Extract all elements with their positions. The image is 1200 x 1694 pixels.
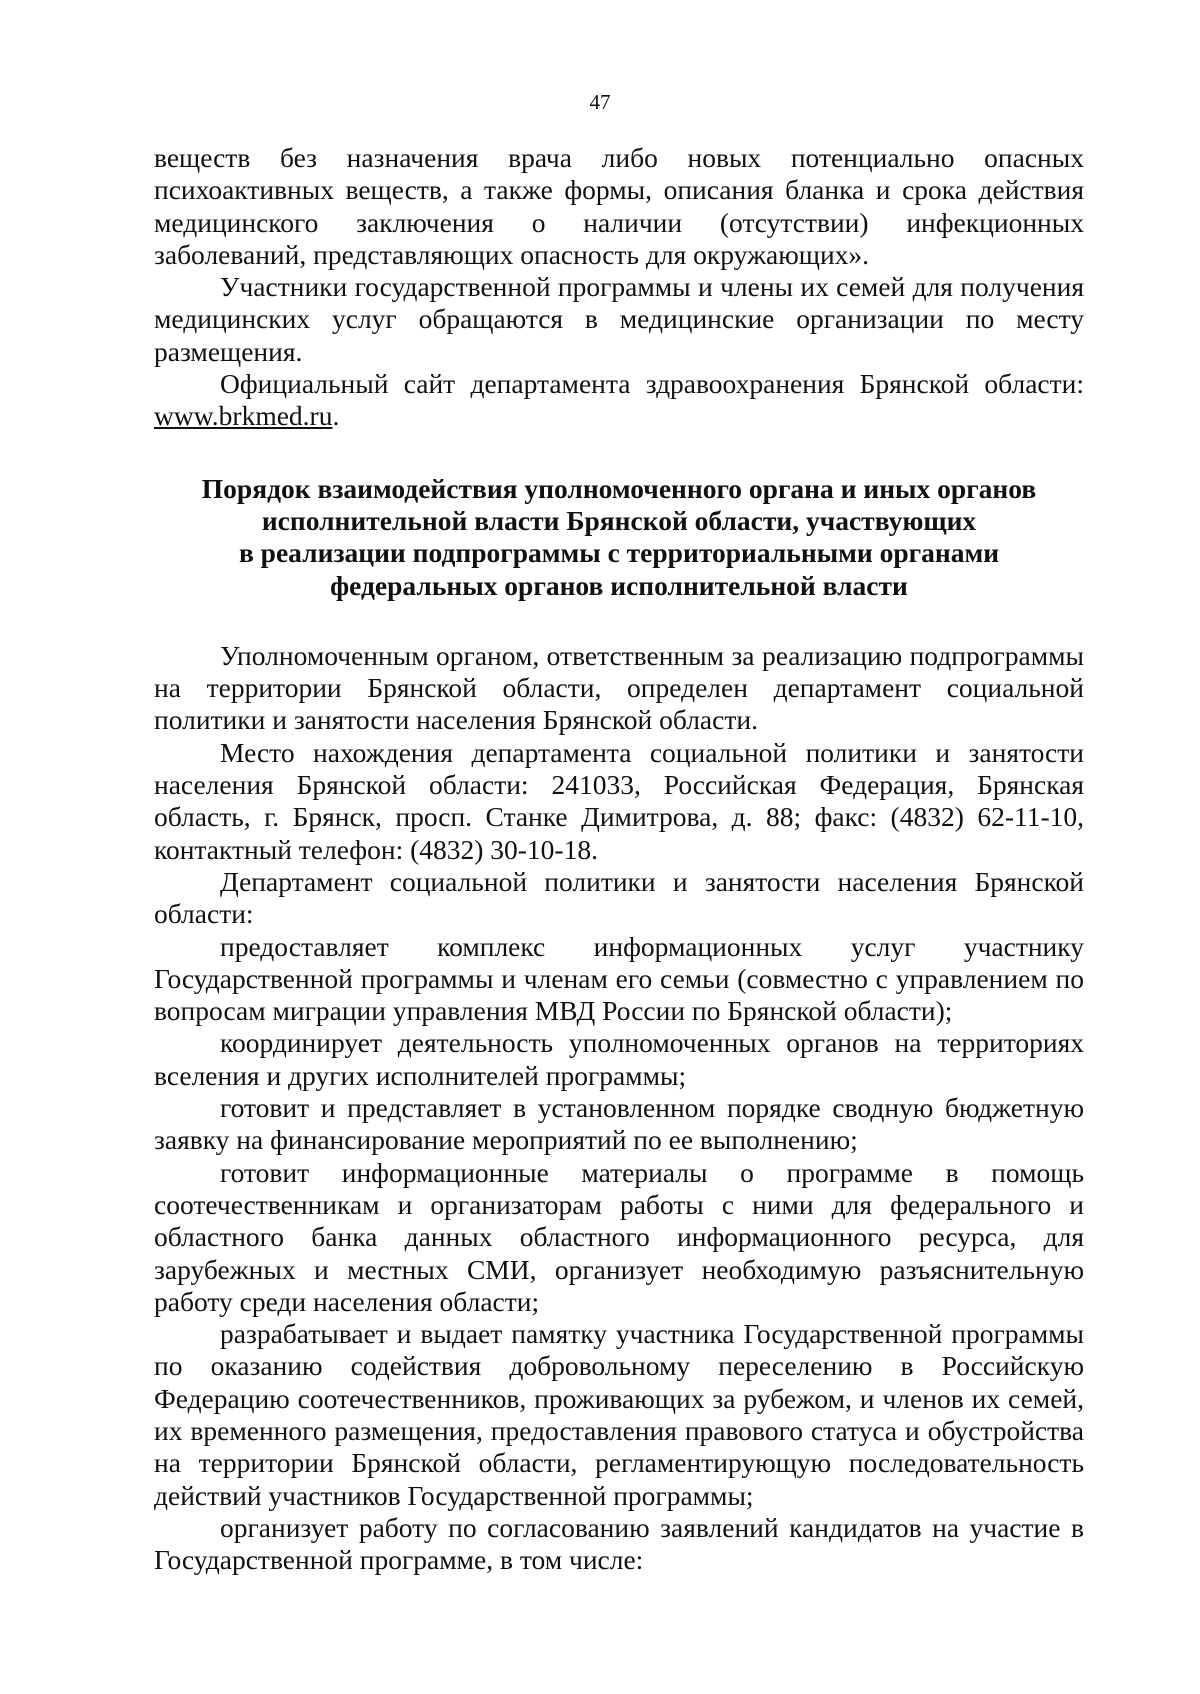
site-suffix: . <box>332 400 340 432</box>
page-number: 47 <box>589 90 611 114</box>
heading-line: исполнительной власти Брянской области, участвующих <box>261 504 977 536</box>
duty-item: предоставляет комплекс информационных услуг участнику Государственной программы и членам его семьи (совместно с управлением по вопросам миграции управления МВД России по Брянской области); <box>154 930 1084 1027</box>
document-body <box>154 142 1084 1576</box>
paragraph-participants: Участники государственной программы и члены их семей для получения медицинских услуг обращаются в медицинские организации по месту размещения. <box>154 271 1084 367</box>
duty-item: координирует деятельность уполномоченных органов на территориях вселения и других исполнителей программы; <box>154 1027 1084 1091</box>
paragraph-department-intro: Департамент социальной политики и занятости населения Брянской области: <box>154 865 1084 930</box>
paragraph-location: Место нахождения департамента социальной политики и занятости населения Брянской области: 241033, Российская Федерация, Брянская область, г. Брянск, просп. Станке Димитрова, д. 88; факс: (4832) 62-11-10, контактный телефон: (4832) 30-10-18. <box>154 736 1084 865</box>
section-heading <box>174 473 1064 602</box>
paragraph-official-site <box>154 368 1084 433</box>
duty-item: готовит и представляет в установленном порядке сводную бюджетную заявку на финансирование мероприятий по ее выполнению; <box>154 1092 1084 1156</box>
paragraph-authorized-body: Уполномоченным органом, ответственным за реализацию подпрограммы на территории Брянской области, определен департамент социальной политики и занятости населения Брянской области. <box>154 639 1084 736</box>
site-prefix: Официальный сайт департамента здравоохранения Брянской области: <box>220 368 1084 400</box>
heading-line: федеральных органов исполнительной власти <box>330 569 908 601</box>
paragraph-continuation: веществ без назначения врача либо новых потенциально опасных психоактивных веществ, а также формы, описания бланка и срока действия медицинского заключения о наличии (отсутствии) инфекционных заболеваний, представляющих опасность для окружающих». <box>154 142 1084 270</box>
heading-line: в реализации подпрограммы с территориальными органами <box>238 537 1000 569</box>
site-link[interactable]: www.brkmed.ru <box>154 400 333 432</box>
heading-line: Порядок взаимодействия уполномоченного органа и иных органов <box>201 472 1037 504</box>
duty-item: организует работу по согласованию заявлений кандидатов на участие в Государственной программе, в том числе: <box>154 1511 1084 1576</box>
duty-item: готовит информационные материалы о программе в помощь соотечественникам и организаторам работы с ними для федерального и областного банка данных областного информационного ресурса, для зарубежных и местных СМИ, организует необходимую разъяснительную работу среди населения области; <box>154 1156 1084 1317</box>
duty-item: разрабатывает и выдает памятку участника Государственной программы по оказанию содействия добровольному переселению в Российскую Федерацию соотечественников, проживающих за рубежом, и членов их семей, их временного размещения, предоставления правового статуса и обустройства на территории Брянской области, регламентирующую последовательность действий участников Государственной программы; <box>154 1318 1084 1511</box>
